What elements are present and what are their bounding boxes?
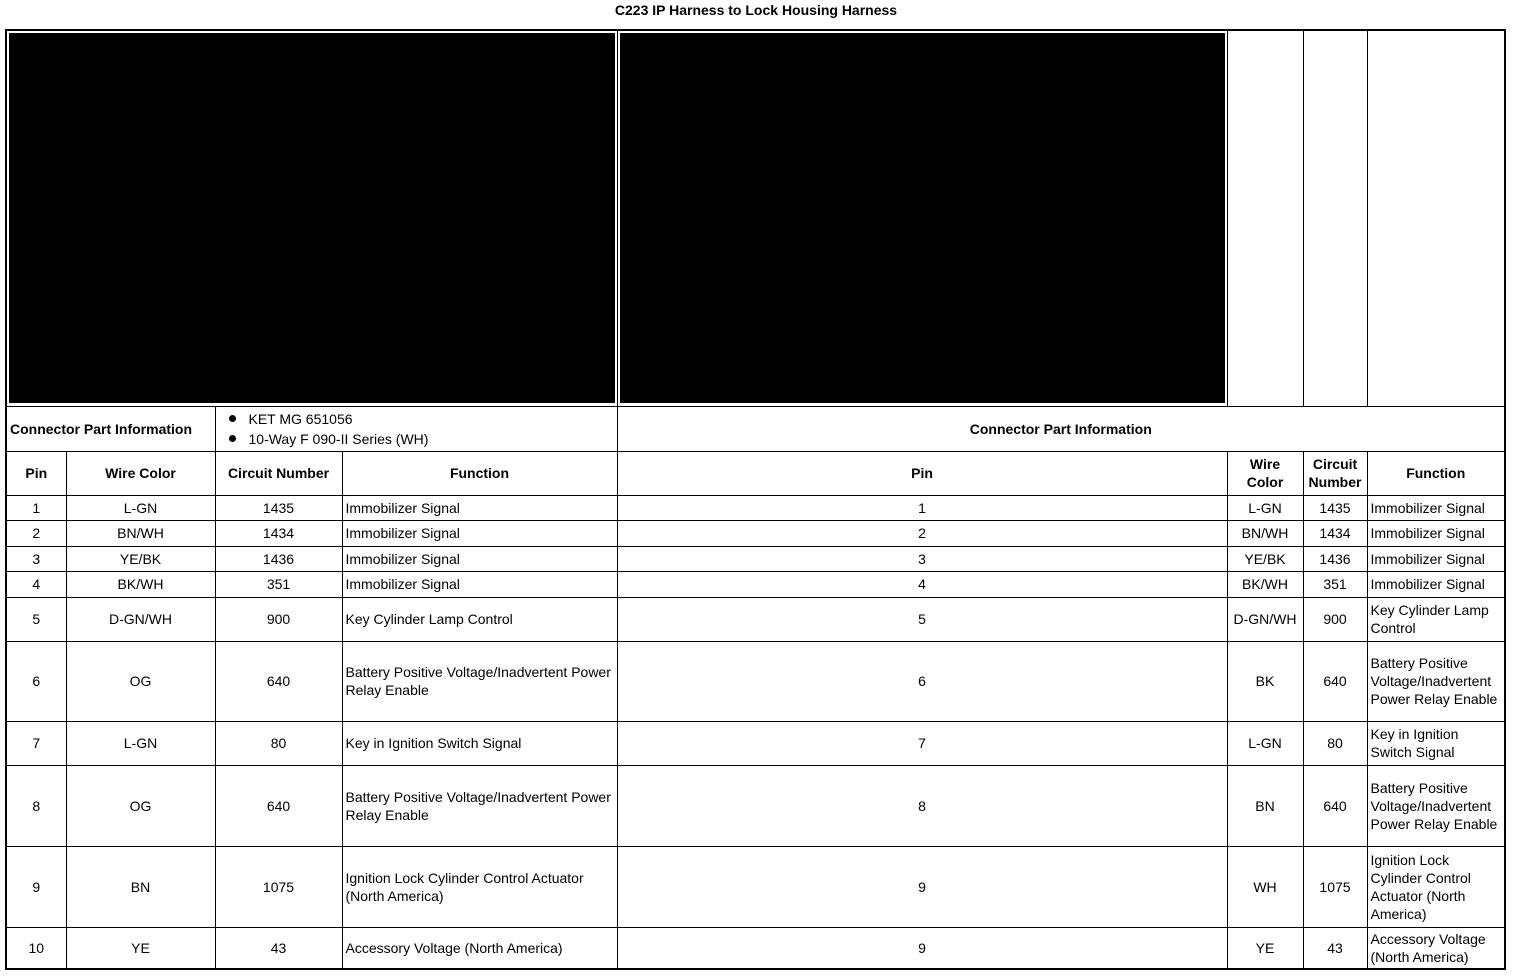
pin-cell: 7 <box>6 721 66 765</box>
circuit-number-cell-right: 900 <box>1303 597 1367 641</box>
table-row <box>6 927 1505 969</box>
wire-color-cell-right: L-GN <box>1227 495 1303 520</box>
table-row <box>6 571 1505 597</box>
pin-cell: 9 <box>6 846 66 927</box>
function-cell: Ignition Lock Cylinder Control Actuator (North America) <box>342 846 617 927</box>
table-row <box>6 641 1505 721</box>
function-cell-right: Immobilizer Signal <box>1367 546 1505 571</box>
header-pin: Pin <box>6 451 66 495</box>
table-row <box>6 721 1505 765</box>
function-cell-right: Key Cylinder Lamp Control <box>1367 597 1505 641</box>
circuit-number-cell-right: 1435 <box>1303 495 1367 520</box>
function-cell: Immobilizer Signal <box>342 495 617 520</box>
function-cell: Immobilizer Signal <box>342 546 617 571</box>
function-cell-right: Accessory Voltage (North America) <box>1367 927 1505 969</box>
header-row <box>6 451 1505 495</box>
function-cell: Immobilizer Signal <box>342 520 617 546</box>
pin-cell-right: 9 <box>617 846 1227 927</box>
connector-image-right <box>617 30 1227 406</box>
circuit-number-cell-right: 1434 <box>1303 520 1367 546</box>
wire-color-cell-right: BN <box>1227 765 1303 846</box>
part-info-item: 10-Way F 090-II Series (WH) <box>229 429 614 449</box>
wire-color-cell: YE <box>66 927 215 969</box>
circuit-number-cell: 1434 <box>215 520 342 546</box>
wire-color-cell: BN/WH <box>66 520 215 546</box>
wire-color-cell: YE/BK <box>66 546 215 571</box>
circuit-number-cell-right: 80 <box>1303 721 1367 765</box>
pin-cell-right: 4 <box>617 571 1227 597</box>
circuit-number-cell-right: 351 <box>1303 571 1367 597</box>
circuit-number-cell: 80 <box>215 721 342 765</box>
pin-cell-right: 7 <box>617 721 1227 765</box>
circuit-number-cell: 640 <box>215 765 342 846</box>
pin-cell: 6 <box>6 641 66 721</box>
pin-cell: 8 <box>6 765 66 846</box>
header-wire-color: Wire Color <box>66 451 215 495</box>
circuit-number-cell: 351 <box>215 571 342 597</box>
pin-cell: 2 <box>6 520 66 546</box>
circuit-number-cell-right: 1436 <box>1303 546 1367 571</box>
circuit-number-cell-right: 640 <box>1303 765 1367 846</box>
table-row <box>6 597 1505 641</box>
connector-image-left <box>6 30 617 406</box>
wire-color-cell-right: YE/BK <box>1227 546 1303 571</box>
part-info-row <box>6 406 1505 451</box>
function-cell: Immobilizer Signal <box>342 571 617 597</box>
header-pin-right: Pin <box>617 451 1227 495</box>
wire-color-cell-right: WH <box>1227 846 1303 927</box>
function-cell-right: Key in Ignition Switch Signal <box>1367 721 1505 765</box>
pin-cell-right: 3 <box>617 546 1227 571</box>
function-cell-right: Battery Positive Voltage/Inadvertent Power Relay Enable <box>1367 641 1505 721</box>
circuit-number-cell: 1075 <box>215 846 342 927</box>
circuit-number-cell: 900 <box>215 597 342 641</box>
header-function: Function <box>342 451 617 495</box>
right-part-info-label: Connector Part Information <box>617 406 1505 451</box>
image-blank-cell <box>1367 30 1505 406</box>
circuit-number-cell: 43 <box>215 927 342 969</box>
pin-cell-right: 9 <box>617 927 1227 969</box>
circuit-number-cell-right: 640 <box>1303 641 1367 721</box>
pin-cell-right: 1 <box>617 495 1227 520</box>
header-circuit-number: Circuit Number <box>215 451 342 495</box>
wire-color-cell: OG <box>66 641 215 721</box>
pin-cell-right: 8 <box>617 765 1227 846</box>
image-row <box>6 30 1505 406</box>
circuit-number-cell: 1435 <box>215 495 342 520</box>
image-blank-cell <box>1303 30 1367 406</box>
circuit-number-cell: 1436 <box>215 546 342 571</box>
page-title: C223 IP Harness to Lock Housing Harness <box>614 2 898 18</box>
header-wire-color-right: Wire Color <box>1227 451 1303 495</box>
pin-cell: 1 <box>6 495 66 520</box>
pin-cell: 3 <box>6 546 66 571</box>
wire-color-cell-right: L-GN <box>1227 721 1303 765</box>
function-cell-right: Immobilizer Signal <box>1367 571 1505 597</box>
image-blank-cell <box>1227 30 1303 406</box>
wire-color-cell: BN <box>66 846 215 927</box>
function-cell-right: Ignition Lock Cylinder Control Actuator (North America) <box>1367 846 1505 927</box>
function-cell-right: Immobilizer Signal <box>1367 520 1505 546</box>
wire-color-cell: D-GN/WH <box>66 597 215 641</box>
function-cell-right: Immobilizer Signal <box>1367 495 1505 520</box>
pin-cell: 4 <box>6 571 66 597</box>
function-cell: Battery Positive Voltage/Inadvertent Power Relay Enable <box>342 765 617 846</box>
wire-color-cell-right: BK/WH <box>1227 571 1303 597</box>
left-part-info-label: Connector Part Information <box>6 406 215 451</box>
function-cell-right: Battery Positive Voltage/Inadvertent Power Relay Enable <box>1367 765 1505 846</box>
pin-cell-right: 6 <box>617 641 1227 721</box>
connector-table <box>5 29 1506 970</box>
table-row <box>6 546 1505 571</box>
wire-color-cell: BK/WH <box>66 571 215 597</box>
table-row <box>6 495 1505 520</box>
header-circuit-number-right: Circuit Number <box>1303 451 1367 495</box>
function-cell: Key Cylinder Lamp Control <box>342 597 617 641</box>
left-part-info <box>215 406 617 451</box>
circuit-number-cell-right: 43 <box>1303 927 1367 969</box>
wire-color-cell: OG <box>66 765 215 846</box>
pin-cell: 5 <box>6 597 66 641</box>
function-cell: Key in Ignition Switch Signal <box>342 721 617 765</box>
table-row <box>6 520 1505 546</box>
table-row <box>6 846 1505 927</box>
pin-cell-right: 5 <box>617 597 1227 641</box>
wire-color-cell-right: YE <box>1227 927 1303 969</box>
wire-color-cell: L-GN <box>66 721 215 765</box>
wire-color-cell: L-GN <box>66 495 215 520</box>
pin-cell-right: 2 <box>617 520 1227 546</box>
circuit-number-cell: 640 <box>215 641 342 721</box>
wire-color-cell-right: D-GN/WH <box>1227 597 1303 641</box>
pin-cell: 10 <box>6 927 66 969</box>
table-row <box>6 765 1505 846</box>
header-function-right: Function <box>1367 451 1505 495</box>
wire-color-cell-right: BN/WH <box>1227 520 1303 546</box>
function-cell: Accessory Voltage (North America) <box>342 927 617 969</box>
wire-color-cell-right: BK <box>1227 641 1303 721</box>
circuit-number-cell-right: 1075 <box>1303 846 1367 927</box>
part-info-item: KET MG 651056 <box>229 409 614 429</box>
function-cell: Battery Positive Voltage/Inadvertent Power Relay Enable <box>342 641 617 721</box>
